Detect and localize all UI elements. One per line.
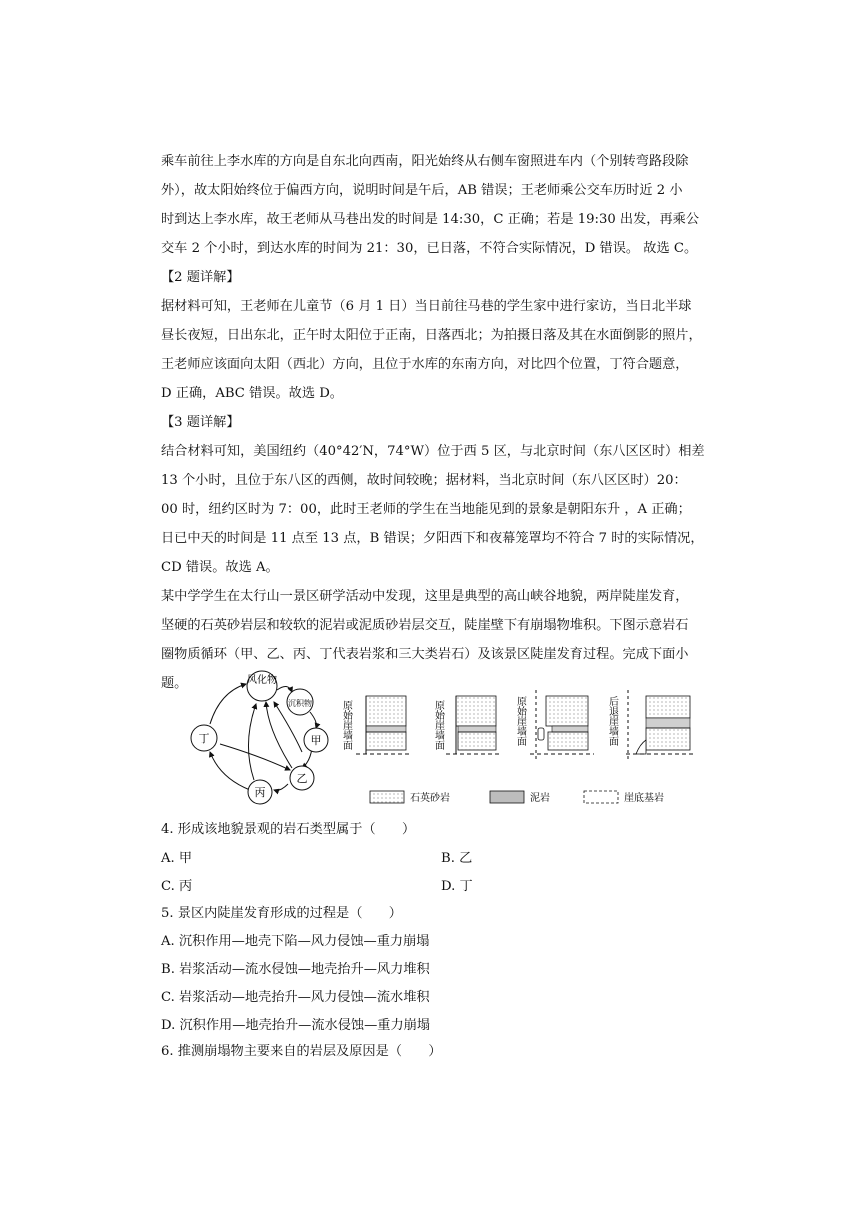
text-line: 圈物质循环（甲、乙、丙、丁代表岩浆和三大类岩石）及该景区陡崖发育过程。完成下面小 [161,647,689,662]
legend-mudstone-label: 泥岩 [530,793,550,804]
text-line: 外），故太阳始终位于偏西方向，说明时间是午后，AB 错误；王老师乘公交车历时近 2 小 [161,183,683,198]
legend-mudstone-swatch [490,791,524,803]
figure-svg [180,660,700,810]
question-5-option-a[interactable]: A. 沉积作用—地壳下陷—风力侵蚀—重力崩塌 [161,934,430,949]
text-line: 结合材料可知，美国纽约（40°42′N，74°W）位于西 5 区，与北京时间（东八区区时）相差 [161,444,705,459]
ding-label: 丁 [198,732,210,745]
stage-label: 原始崖墙面 [514,696,526,746]
bing-label: 丙 [254,786,266,799]
text-line: 日已中天的时间是 11 点至 13 点，B 错误；夕阳西下和夜幕笼罩均不符合 7 时的实际情况， [161,531,704,546]
rock-cycle-figure [180,660,700,810]
figure-legend [370,791,664,804]
text-line: 交车 2 个小时，到达水库的时间为 21：30，已日落，不符合实际情况，D 错误。 故选 C。 [161,241,698,256]
cliff-stage-1 [341,696,413,754]
text-line: 坚硬的石英砂岩层和较软的泥岩或泥质砂岩层交互，陡崖壁下有崩塌物堆积。下图示意岩石 [161,618,689,633]
question-4-option-b[interactable]: B. 乙 [441,851,473,866]
question-5-option-b[interactable]: B. 岩浆活动—流水侵蚀—地壳抬升—风力堆积 [161,962,430,977]
answer-paragraph-1 [161,147,721,698]
question-6-stem: 6. 推测崩塌物主要来自的岩层及原因是（ ） [161,1044,442,1059]
text-line: CD 错误。故选 A。 [161,560,279,575]
text-line: 乘车前往上李水库的方向是自东北向西南，阳光始终从右侧车窗照进车内（个别转弯路段除 [161,154,689,169]
questions [161,818,721,1058]
legend-quartz-swatch [370,791,404,803]
legend-base-swatch [584,791,618,803]
text-line: D 正确，ABC 错误。故选 D。 [161,386,343,401]
question-4-option-a[interactable]: A. 甲 [161,851,193,866]
stage-label: 原始崖墙面 [340,700,352,750]
stage-label: 原始崖墙面 [432,700,444,750]
weathering-label: 风化物 [247,675,277,686]
text-line: 王老师应该面向太阳（西北）方向，且位于水库的东南方向，对比四个位置，丁符合题意， [161,357,689,372]
section-heading-3: 【3 题详解】 [161,415,240,430]
question-5-option-c[interactable]: C. 岩浆活动—地壳抬升—风力侵蚀—流水堆积 [161,990,430,1005]
section-heading-2: 【2 题详解】 [161,270,240,285]
sediment-label: 沉积物 [288,699,312,708]
text-line: 据材料可知，王老师在儿童节（6 月 1 日）当日前往马巷的学生家中进行家访，当日北半球 [161,299,692,314]
text-line: 昼长夜短，日出东北，正午时太阳位于正南，日落西北；为拍摄日落及其在水面倒影的照片， [161,328,702,343]
question-4-option-c[interactable]: C. 丙 [161,879,193,894]
question-5-stem: 5. 景区内陡崖发育形成的过程是（ ） [161,906,402,921]
legend-quartz-label: 石英砂岩 [410,793,450,804]
jia-label: 甲 [310,734,322,747]
cliff-stage-3 [515,690,595,760]
cliff-stage-4 [607,690,695,760]
question-4-option-d[interactable]: D. 丁 [441,879,473,894]
yi-label: 乙 [296,772,308,785]
cliff-stage-2 [433,696,503,754]
text-line: 00 时，纽约区时为 7：00，此时王老师的学生在当地能见到的景象是朝阳东升 ，A 正确； [161,502,691,517]
legend-base-label: 崖底基岩 [624,793,664,804]
rock-cycle-diagram [191,671,328,804]
text-line: 时到达上李水库，故王老师从马巷出发的时间是 14:30，C 正确；若是 19:30 出发，再乘公 [161,212,700,227]
text-line: 13 个小时，且位于东八区的西侧，故时间较晚；据材料，当北京时间（东八区区时）20： [161,473,687,488]
stage-label: 后退崖墙面 [606,696,618,746]
question-5-option-d[interactable]: D. 沉积作用—地壳抬升—流水侵蚀—重力崩塌 [161,1018,431,1033]
question-4-stem: 4. 形成该地貌景观的岩石类型属于（ ） [161,822,416,837]
text-line: 题。 [161,676,188,691]
text-line: 某中学学生在太行山一景区研学活动中发现，这里是典型的高山峡谷地貌，两岸陡崖发育， [161,589,689,604]
